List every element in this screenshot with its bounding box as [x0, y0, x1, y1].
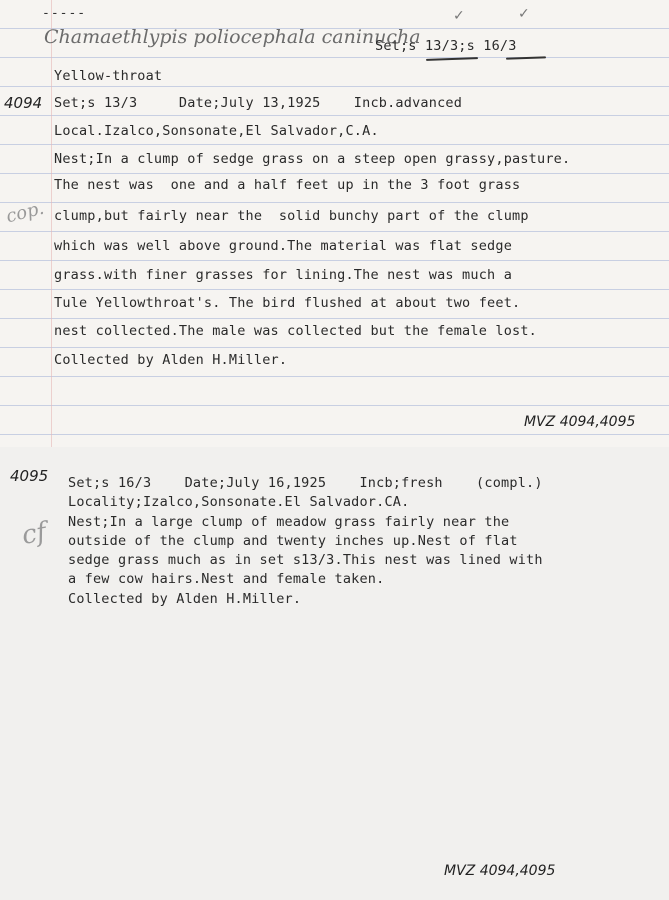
common-name: Yellow-throat	[54, 68, 163, 84]
locality-line: Local.Izalco,Sonsonate,El Salvador,C.A.	[54, 123, 379, 139]
check-mark-icon: ✓	[518, 6, 530, 22]
note-line: nest collected.The male was collected but the female lost.	[54, 323, 538, 339]
catalog-number-margin: 4095	[10, 467, 49, 485]
catalog-number-margin: 4094	[4, 94, 43, 112]
catalog-label: MVZ 4094,4095	[524, 414, 636, 430]
note-line: outside of the clump and twenty inches up.Nest of flat	[68, 533, 518, 549]
note-line: Nest;In a large clump of meadow grass fairly near the	[68, 514, 510, 530]
sets-underline	[506, 56, 546, 59]
note-line: Nest;In a clump of sedge grass on a steep open grassy,pasture.	[54, 151, 571, 167]
bottom-record-card	[0, 447, 669, 900]
sets-underline	[426, 57, 478, 60]
margin-rule	[51, 0, 52, 447]
check-mark-icon: ✓	[453, 8, 465, 24]
species-name-handwritten: Chamaethlypis poliocephala caninucha	[44, 26, 421, 48]
sets-header: Set;s 13/3;s 16/3	[375, 38, 517, 54]
note-line: a few cow hairs.Nest and female taken.	[68, 571, 385, 587]
set-date-line: Set;s 13/3 Date;July 13,1925 Incb.advanced	[54, 95, 463, 111]
locality-line: Locality;Izalco,Sonsonate.El Salvador.CA.	[68, 494, 410, 510]
note-line: clump,but fairly near the solid bunchy part of the clump	[54, 208, 529, 224]
margin-note-handwritten: cop.	[4, 197, 47, 228]
set-date-line: Set;s 16/3 Date;July 16,1925 Incb;fresh (compl.)	[68, 475, 543, 491]
collector-line: Collected by Alden H.Miller.	[54, 352, 288, 368]
margin-note-handwritten: cf	[19, 517, 49, 551]
collector-line: Collected by Alden H.Miller.	[68, 591, 302, 607]
header-dashes: -----	[42, 6, 87, 21]
note-line: which was well above ground.The material was flat sedge	[54, 238, 513, 254]
top-record-card	[0, 0, 669, 447]
note-line: Tule Yellowthroat's. The bird flushed at about two feet.	[54, 295, 521, 311]
note-line: grass.with finer grasses for lining.The nest was much a	[54, 267, 513, 283]
note-line: The nest was one and a half feet up in the 3 foot grass	[54, 177, 521, 193]
note-line: sedge grass much as in set s13/3.This nest was lined with	[68, 552, 543, 568]
catalog-label: MVZ 4094,4095	[444, 863, 556, 879]
